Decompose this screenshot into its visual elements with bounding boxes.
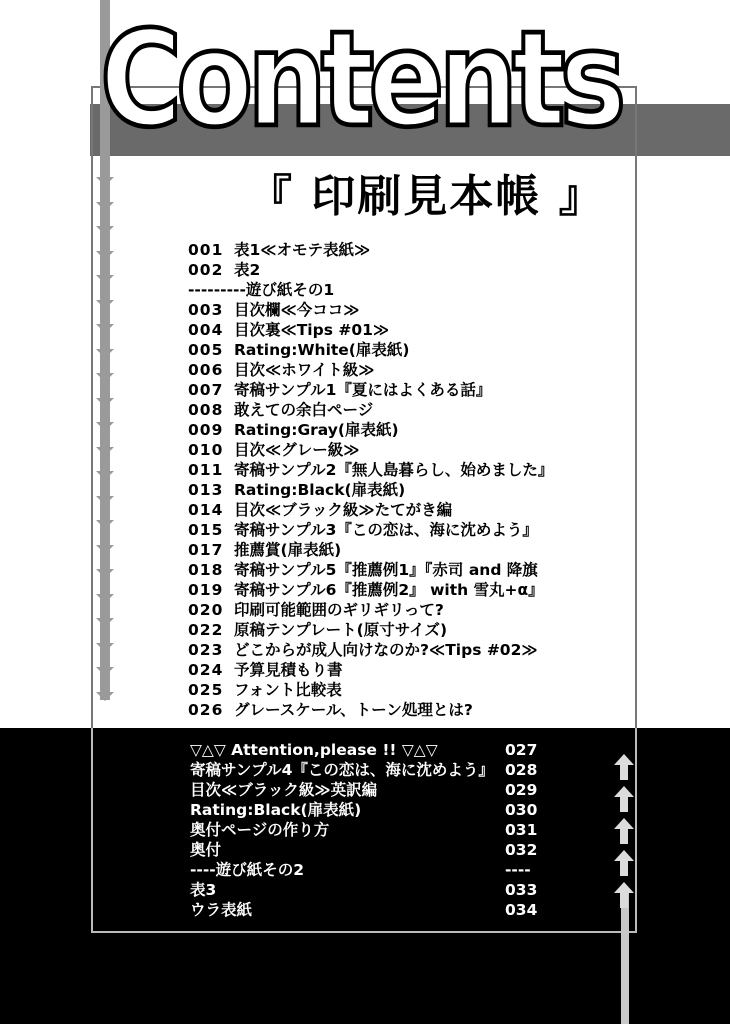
- up-lane: [621, 890, 629, 1024]
- up-arrow-icon: [614, 850, 634, 876]
- appendix-item: ▽△▽ Attention,please !! ▽△▽ 027: [190, 741, 538, 759]
- up-arrow-icon: [614, 786, 634, 812]
- down-arrow-icon: [96, 389, 114, 407]
- toc-item: 019 寄稿サンプル6『推薦例2』 with 雪丸+α』: [188, 581, 544, 599]
- toc-item: 004 目次裏≪Tips #01≫: [188, 321, 390, 339]
- down-arrow-icon: [96, 560, 114, 578]
- down-arrow-icon: [96, 364, 114, 382]
- toc-item: 006 目次≪ホワイト級≫: [188, 361, 375, 379]
- toc-item: 017 推薦賞(扉表紙): [188, 541, 342, 559]
- appendix-item: ----遊び紙その2 ----: [190, 861, 531, 879]
- down-arrow-icon: [96, 683, 114, 701]
- appendix-item: ウラ表紙 034: [190, 901, 538, 919]
- toc-item: 003 目次欄≪今ココ≫: [188, 301, 360, 319]
- toc-item: 026 グレースケール、トーン処理とは?: [188, 701, 473, 719]
- appendix-item: 目次≪ブラック級≫英訳編 029: [190, 781, 538, 799]
- down-arrow-icon: [96, 340, 114, 358]
- down-arrow-icon: [96, 487, 114, 505]
- toc-item: 013 Rating:Black(扉表紙): [188, 481, 406, 499]
- up-arrow-icon: [614, 818, 634, 844]
- appendix-item: 寄稿サンプル4『この恋は、海に沈めよう』 028: [190, 761, 538, 779]
- up-arrow-icon: [614, 754, 634, 780]
- down-arrow-icon: [96, 585, 114, 603]
- appendix-item: 奥付 032: [190, 841, 538, 859]
- toc-item: 007 寄稿サンプル1『夏にはよくある話』: [188, 381, 492, 399]
- toc-item: 014 目次≪ブラック級≫たてがき編: [188, 501, 453, 519]
- down-arrow-icon: [96, 438, 114, 456]
- page-title: Contents: [100, 3, 621, 157]
- toc-item: 022 原稿テンプレート(原寸サイズ): [188, 621, 448, 639]
- toc-item: 002 表2: [188, 261, 261, 279]
- down-arrow-icon: [96, 413, 114, 431]
- toc-item: 009 Rating:Gray(扉表紙): [188, 421, 399, 439]
- appendix-item: 表3 033: [190, 881, 538, 899]
- down-arrow-icon: [96, 658, 114, 676]
- down-arrow-icon: [96, 536, 114, 554]
- toc-item: 024 予算見積もり書: [188, 661, 343, 679]
- toc-item: ---------遊び紙その1: [188, 281, 335, 299]
- down-arrow-icon: [96, 168, 114, 186]
- down-arrow-icon: [96, 315, 114, 333]
- down-arrow-icon: [96, 609, 114, 627]
- down-arrow-icon: [96, 242, 114, 260]
- toc-item: 011 寄稿サンプル2『無人島暮らし、始めました』: [188, 461, 554, 479]
- appendix-item: 奥付ページの作り方 031: [190, 821, 538, 839]
- down-arrow-icon: [96, 217, 114, 235]
- appendix-item: Rating:Black(扉表紙) 030: [190, 801, 538, 819]
- toc-item: 018 寄稿サンプル5『推薦例1』『赤司 and 降旗: [188, 561, 538, 579]
- toc-item: 015 寄稿サンプル3『この恋は、海に沈めよう』: [188, 521, 538, 539]
- toc-item: 010 目次≪グレー級≫: [188, 441, 360, 459]
- down-arrow-icon: [96, 266, 114, 284]
- toc-item: 023 どこからが成人向けなのか?≪Tips #02≫: [188, 641, 538, 659]
- down-arrow-icon: [96, 634, 114, 652]
- toc-item: 020 印刷可能範囲のギリギリって?: [188, 601, 444, 619]
- down-arrow-icon: [96, 511, 114, 529]
- toc-item: 005 Rating:White(扉表紙): [188, 341, 410, 359]
- down-arrow-icon: [96, 291, 114, 309]
- toc-item: 008 敢えての余白ページ: [188, 401, 374, 419]
- toc-item: 025 フォント比較表: [188, 681, 342, 699]
- down-arrow-icon: [96, 462, 114, 480]
- toc-item: 001 表1≪オモテ表紙≫: [188, 241, 371, 259]
- page-subtitle: 『 印刷見本帳 』: [248, 171, 605, 222]
- down-arrow-icon: [96, 193, 114, 211]
- up-arrow-icon: [614, 882, 634, 908]
